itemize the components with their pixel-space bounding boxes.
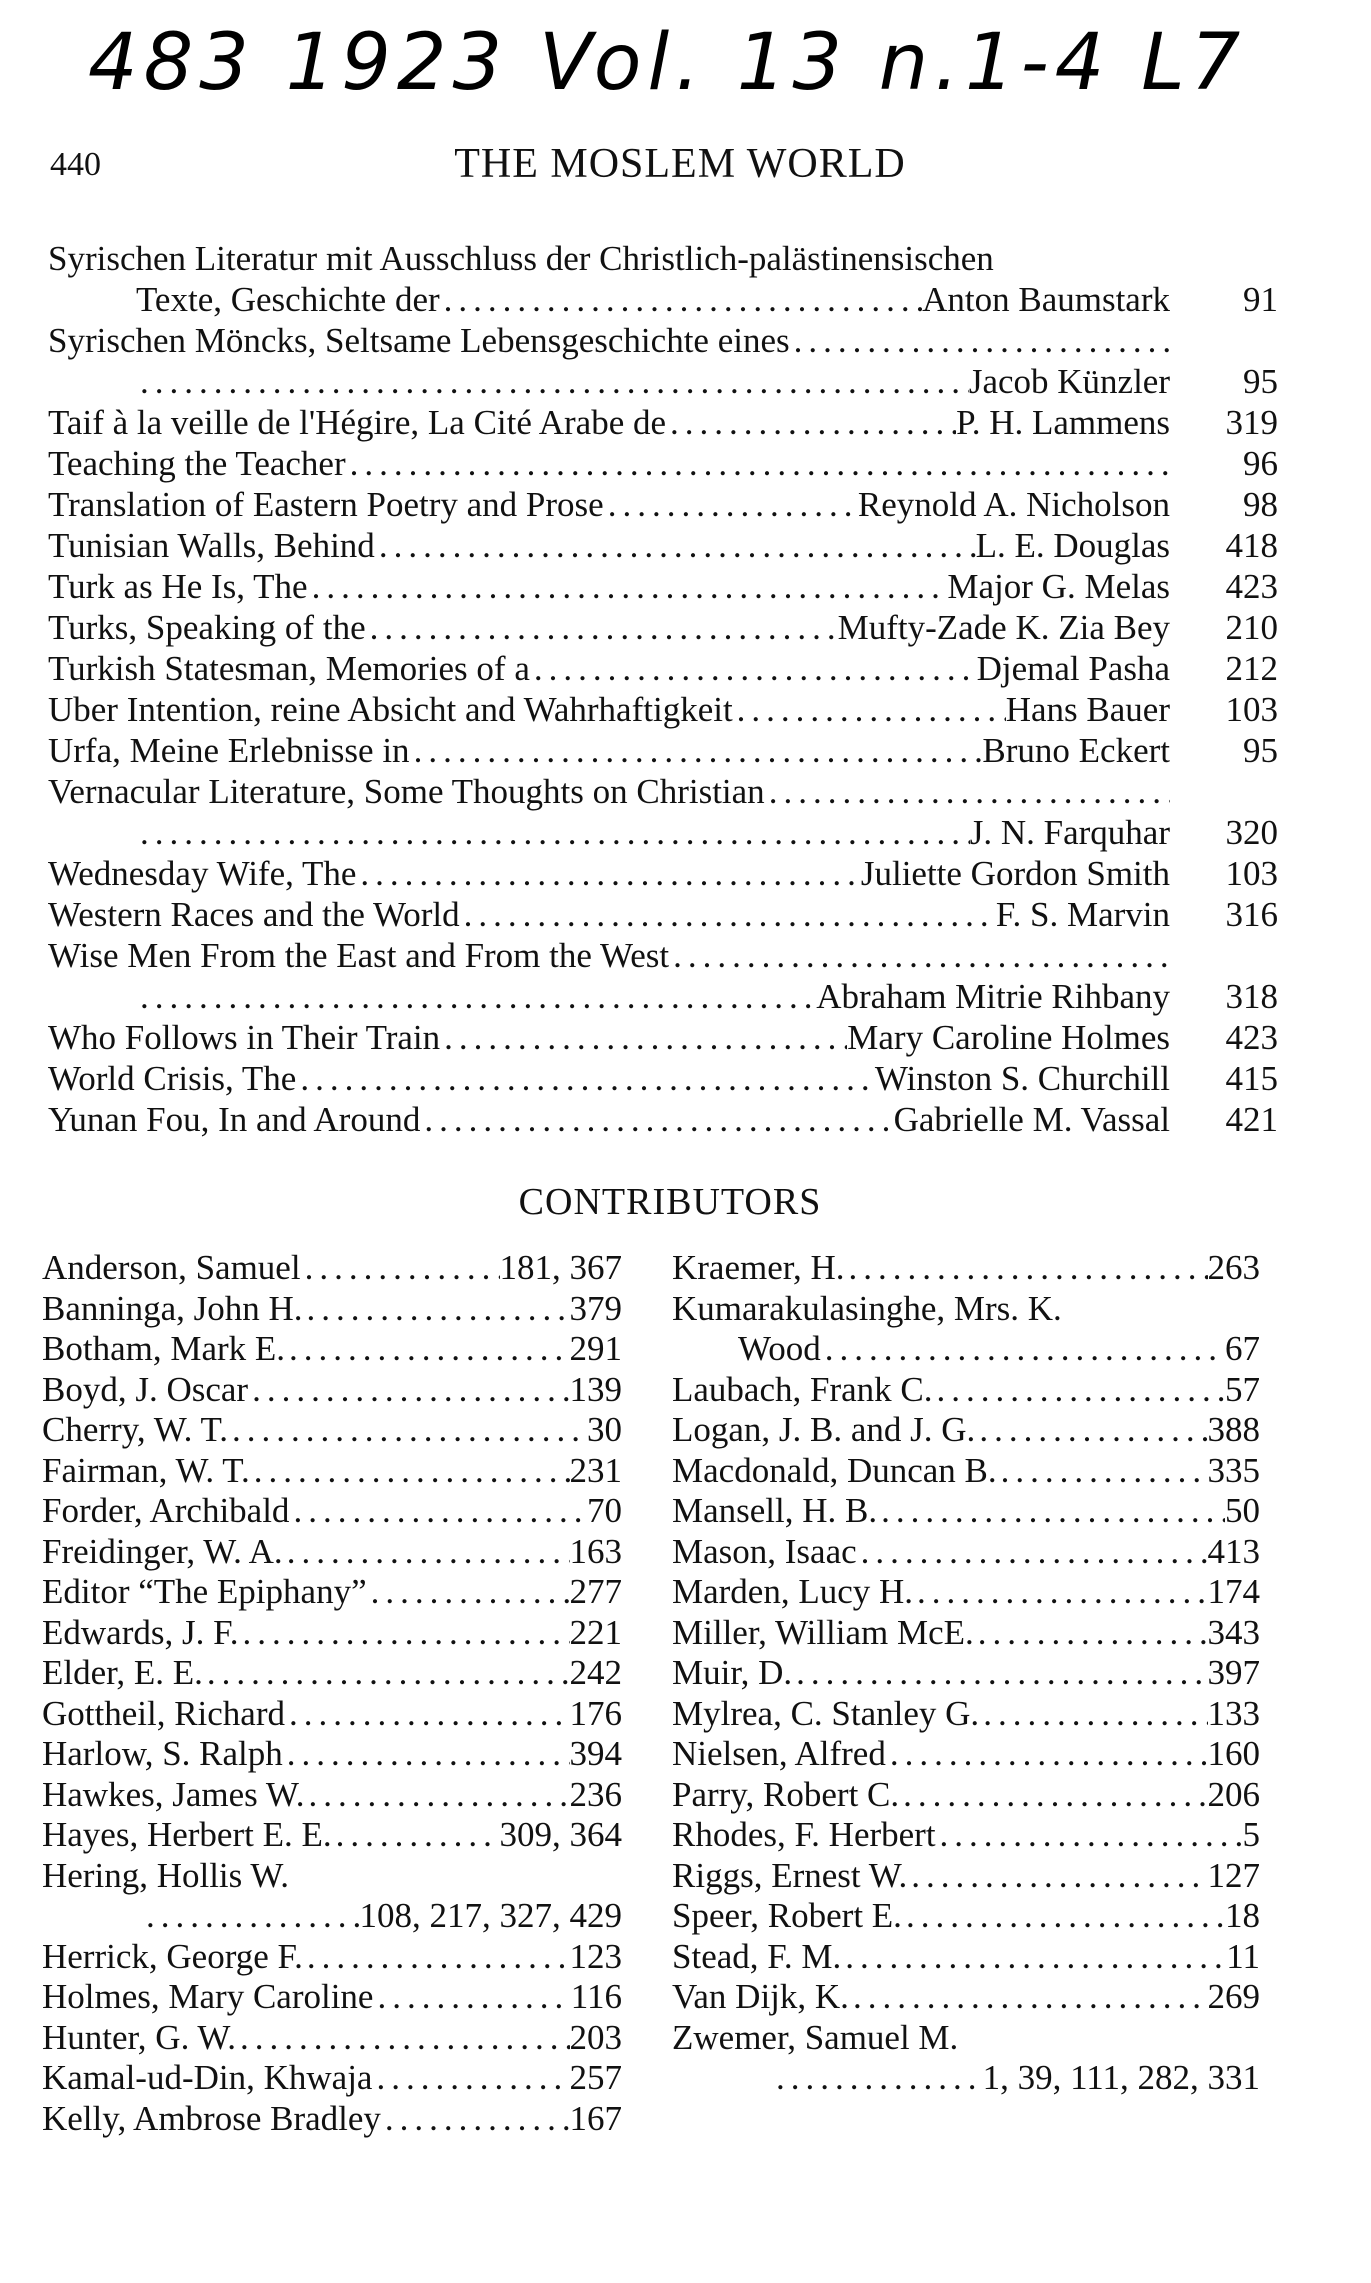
dot-leader bbox=[289, 1491, 587, 1532]
entry-title: Who Follows in Their Train bbox=[48, 1018, 441, 1057]
dot-leader bbox=[899, 1775, 1207, 1816]
entry-author: Bruno Eckert bbox=[982, 731, 1170, 770]
entry-title: Turk as He Is, The bbox=[48, 567, 308, 606]
title-entry bbox=[48, 238, 1278, 279]
contributor-name: Rhodes, F. Herbert bbox=[672, 1815, 936, 1854]
contributor-pages: 335 bbox=[1207, 1450, 1260, 1490]
dot-leader bbox=[913, 1572, 1207, 1613]
dot-leader bbox=[346, 443, 1170, 484]
contributor-name: Nielsen, Alfred bbox=[672, 1734, 886, 1773]
contributor-entry bbox=[672, 1694, 1260, 1735]
entry-author: Major G. Melas bbox=[947, 567, 1170, 606]
entry-page: 316 bbox=[1225, 895, 1278, 934]
entry-page: 319 bbox=[1225, 403, 1278, 442]
dot-leader bbox=[440, 1017, 847, 1058]
title-entry bbox=[48, 484, 1278, 525]
contributor-pages: 257 bbox=[569, 2058, 622, 2097]
contributor-name: Kelly, Ambrose Bradley bbox=[42, 2098, 381, 2138]
entry-author: F. S. Marvin bbox=[995, 895, 1170, 934]
contributor-pages: 242 bbox=[569, 1653, 622, 1692]
title-entry bbox=[48, 320, 1278, 361]
title-entry bbox=[48, 1099, 1278, 1140]
contributor-pages: 70 bbox=[587, 1491, 622, 1530]
contributor-entry bbox=[42, 2058, 622, 2099]
dot-leader bbox=[381, 2099, 570, 2140]
dot-leader bbox=[296, 1058, 875, 1099]
entry-title: Turks, Speaking of the bbox=[48, 608, 366, 647]
contributor-pages: 263 bbox=[1207, 1248, 1260, 1287]
title-entry-line bbox=[48, 976, 1170, 1017]
contributor-entry bbox=[42, 1491, 622, 1532]
contributor-name: Anderson, Samuel bbox=[42, 1248, 301, 1287]
title-entry bbox=[48, 771, 1278, 812]
entry-page: 91 bbox=[1243, 280, 1278, 319]
contributor-pages: 163 bbox=[569, 1531, 622, 1571]
entry-title: Wise Men From the East and From the West bbox=[48, 936, 670, 975]
entry-title: Vernacular Literature, Some Thoughts on Christian bbox=[48, 772, 765, 811]
entry-page: 421 bbox=[1225, 1100, 1278, 1139]
dot-leader bbox=[845, 1248, 1208, 1289]
handwritten-call-number: 483 1923 Vol. 13 n.1-4 L7 bbox=[88, 18, 1247, 108]
contributor-pages: 139 bbox=[569, 1369, 622, 1409]
entry-page: 96 bbox=[1243, 444, 1278, 483]
contributor-name: Forder, Archibald bbox=[42, 1491, 290, 1530]
contributor-pages: 167 bbox=[569, 2098, 622, 2138]
contributor-pages: 397 bbox=[1207, 1653, 1260, 1692]
contributor-name: Kumarakulasinghe, Mrs. K. bbox=[672, 1288, 1062, 1328]
contributor-entry bbox=[672, 1572, 1260, 1613]
contributor-pages: 388 bbox=[1207, 1410, 1260, 1449]
dot-leader bbox=[248, 1370, 569, 1411]
contributor-name: Cherry, W. T. bbox=[42, 1410, 229, 1449]
contributor-pages: 127 bbox=[1207, 1855, 1260, 1895]
entry-author: Hans Bauer bbox=[1005, 690, 1170, 729]
contributor-pages: 50 bbox=[1225, 1491, 1260, 1530]
dot-leader bbox=[790, 320, 1170, 361]
title-entry-line bbox=[48, 1099, 1170, 1140]
contributor-pages: 18 bbox=[1225, 1896, 1260, 1935]
entry-page: 423 bbox=[1225, 1018, 1278, 1057]
title-entry bbox=[48, 689, 1278, 730]
entry-title: Urfa, Meine Erlebnisse in bbox=[48, 731, 410, 770]
contributor-entry bbox=[42, 1329, 622, 1370]
contributor-name: Mylrea, C. Stanley G. bbox=[672, 1693, 980, 1733]
entry-author: Djemal Pasha bbox=[976, 649, 1170, 688]
title-entry bbox=[48, 443, 1278, 484]
dot-leader bbox=[975, 1410, 1207, 1451]
contributor-entry bbox=[672, 1613, 1260, 1654]
contributor-entry bbox=[672, 1775, 1260, 1816]
dot-leader bbox=[997, 1451, 1208, 1492]
contributor-entry bbox=[42, 2099, 622, 2140]
entry-author: Reynold A. Nicholson bbox=[857, 485, 1170, 524]
contributor-name: Riggs, Ernest W. bbox=[672, 1855, 908, 1895]
entry-author: Anton Baumstark bbox=[922, 280, 1170, 319]
dot-leader bbox=[530, 648, 977, 689]
contributors-right-column bbox=[672, 1248, 1260, 2099]
entry-title: Taif à la veille de l'Hégire, La Cité Arabe de bbox=[48, 403, 667, 442]
contributor-entry bbox=[42, 1451, 622, 1492]
title-entry bbox=[48, 566, 1278, 607]
entry-title: Syrischen Literatur mit Ausschluss der Christlich-palästinensischen bbox=[48, 239, 994, 278]
contributor-entry bbox=[42, 1896, 622, 1937]
contributor-name: Freidinger, W. A. bbox=[42, 1531, 283, 1571]
contributor-name: Boyd, J. Oscar bbox=[42, 1369, 249, 1409]
title-entry bbox=[48, 1058, 1278, 1099]
contributor-pages: 123 bbox=[569, 1936, 622, 1976]
contributor-name: Herrick, George F. bbox=[42, 1936, 303, 1976]
page-number: 440 bbox=[50, 146, 101, 183]
contributor-name: Edwards, J. F. bbox=[42, 1612, 239, 1652]
title-entry-line bbox=[48, 607, 1170, 648]
entry-page: 95 bbox=[1243, 731, 1278, 770]
contributor-entry bbox=[672, 2018, 1260, 2059]
dot-leader bbox=[460, 894, 996, 935]
contributor-name: Hunter, G. W. bbox=[42, 2017, 237, 2057]
contributor-entry bbox=[672, 1410, 1260, 1451]
contributor-name: Harlow, S. Ralph bbox=[42, 1734, 283, 1773]
contributor-pages: 203 bbox=[569, 2017, 622, 2057]
contributor-entry bbox=[672, 1289, 1260, 1330]
dot-leader bbox=[877, 1491, 1225, 1532]
contributor-pages: 160 bbox=[1207, 1734, 1260, 1773]
contributor-name: Mansell, H. B. bbox=[672, 1491, 878, 1530]
contributor-entry bbox=[42, 1370, 622, 1411]
contributor-entry bbox=[42, 1572, 622, 1613]
dot-leader bbox=[932, 1370, 1225, 1411]
contributor-pages: 116 bbox=[570, 1977, 622, 2016]
contributor-entry bbox=[672, 1734, 1260, 1775]
contributor-name: Gottheil, Richard bbox=[42, 1693, 286, 1733]
dot-leader bbox=[907, 1856, 1207, 1897]
contributor-pages: 231 bbox=[569, 1450, 622, 1490]
dot-leader bbox=[332, 1815, 500, 1856]
contributor-entry bbox=[672, 1977, 1260, 2018]
contributor-entry bbox=[672, 1532, 1260, 1573]
contributor-pages: 181, 367 bbox=[499, 1248, 622, 1287]
contributor-pages: 343 bbox=[1207, 1612, 1260, 1652]
dot-leader bbox=[239, 1613, 570, 1654]
contributor-name: Banninga, John H. bbox=[42, 1288, 303, 1328]
title-entry bbox=[48, 853, 1278, 894]
contributor-name: Kraemer, H. bbox=[672, 1248, 845, 1287]
entry-page: 210 bbox=[1225, 608, 1278, 647]
dot-leader bbox=[375, 525, 976, 566]
contributor-name: Stead, F. M. bbox=[672, 1936, 842, 1976]
contributors-heading: CONTRIBUTORS bbox=[518, 1181, 822, 1223]
contributor-entry bbox=[42, 1248, 622, 1289]
dot-leader bbox=[228, 1410, 587, 1451]
dot-leader bbox=[849, 1977, 1208, 2018]
contributor-pages: 413 bbox=[1207, 1531, 1260, 1571]
contributor-entry bbox=[42, 1289, 622, 1330]
title-entry-line bbox=[48, 689, 1170, 730]
contributor-name: Zwemer, Samuel M. bbox=[672, 2017, 959, 2057]
entry-page: 418 bbox=[1225, 526, 1278, 565]
contributor-pages: 5 bbox=[1242, 1815, 1260, 1854]
entry-title: Wednesday Wife, The bbox=[48, 854, 357, 893]
title-entry-line bbox=[48, 525, 1170, 566]
contributor-pages: 309, 364 bbox=[499, 1815, 622, 1854]
dot-leader bbox=[733, 689, 1006, 730]
title-entry-line bbox=[48, 279, 1170, 320]
title-entry bbox=[48, 648, 1278, 689]
contributor-pages: 277 bbox=[569, 1572, 622, 1611]
entry-title: Turkish Statesman, Memories of a bbox=[48, 649, 530, 688]
entry-author: J. N. Farquhar bbox=[969, 813, 1170, 852]
contributor-name: Miller, William McE. bbox=[672, 1612, 974, 1652]
contributor-pages: 206 bbox=[1207, 1774, 1260, 1814]
contributor-entry bbox=[42, 1977, 622, 2018]
contributor-pages: 236 bbox=[569, 1774, 622, 1814]
dot-leader bbox=[136, 361, 969, 402]
title-entry bbox=[48, 894, 1278, 935]
dot-leader bbox=[420, 1099, 893, 1140]
entry-title: Yunan Fou, In and Around bbox=[48, 1100, 421, 1139]
contributor-pages: 176 bbox=[569, 1693, 622, 1733]
contributor-pages: 221 bbox=[569, 1612, 622, 1652]
entry-title: Teaching the Teacher bbox=[48, 444, 346, 483]
contributor-name: Van Dijk, K. bbox=[672, 1977, 849, 2016]
dot-leader bbox=[666, 402, 956, 443]
title-entry bbox=[48, 607, 1278, 648]
dot-leader bbox=[283, 1734, 570, 1775]
contributor-name: Kamal-ud-Din, Khwaja bbox=[42, 2058, 373, 2097]
title-entry bbox=[48, 976, 1278, 1017]
entry-page: 415 bbox=[1225, 1059, 1278, 1098]
contributor-pages: 57 bbox=[1225, 1369, 1260, 1409]
title-entry bbox=[48, 812, 1278, 853]
contributor-pages: 1, 39, 111, 282, 331 bbox=[982, 2058, 1260, 2097]
contributor-name: Parry, Robert C. bbox=[672, 1774, 900, 1814]
contributor-entry bbox=[672, 1896, 1260, 1937]
contributor-name: Logan, J. B. and J. G. bbox=[672, 1410, 976, 1449]
contributor-name: Holmes, Mary Caroline bbox=[42, 1977, 374, 2016]
dot-leader bbox=[936, 1815, 1243, 1856]
title-index bbox=[48, 238, 1278, 1140]
contributor-name: Wood bbox=[738, 1329, 821, 1368]
entry-page: 103 bbox=[1225, 690, 1278, 729]
dot-leader bbox=[203, 1653, 570, 1694]
dot-leader bbox=[974, 1613, 1208, 1654]
dot-leader bbox=[142, 1896, 360, 1937]
contributor-pages: 379 bbox=[569, 1288, 622, 1328]
dot-leader bbox=[136, 812, 970, 853]
contributor-name: Speer, Robert E. bbox=[672, 1896, 902, 1935]
dot-leader bbox=[372, 2058, 569, 2099]
entry-author: Juliette Gordon Smith bbox=[860, 854, 1170, 893]
contributor-entry bbox=[672, 2058, 1260, 2099]
title-entry-line bbox=[48, 1058, 1170, 1099]
dot-leader bbox=[841, 1937, 1226, 1978]
contributor-pages: 30 bbox=[587, 1410, 622, 1449]
contributor-entry bbox=[42, 1410, 622, 1451]
entry-author: L. E. Douglas bbox=[975, 526, 1170, 565]
contributor-name: Hering, Hollis W. bbox=[42, 1855, 289, 1895]
entry-page: 95 bbox=[1243, 362, 1278, 401]
contributor-pages: 133 bbox=[1207, 1693, 1260, 1733]
title-entry bbox=[48, 730, 1278, 771]
entry-author: Mufty-Zade K. Zia Bey bbox=[837, 608, 1170, 647]
contributor-pages: 394 bbox=[569, 1734, 622, 1773]
contributor-name: Editor “The Epiphany” bbox=[42, 1572, 367, 1611]
dot-leader bbox=[669, 935, 1170, 976]
entry-page: 103 bbox=[1225, 854, 1278, 893]
contributor-name: Fairman, W. T. bbox=[42, 1450, 250, 1490]
title-entry bbox=[48, 279, 1278, 320]
contributor-name: Hawkes, James W. bbox=[42, 1774, 305, 1814]
dot-leader bbox=[857, 1532, 1208, 1573]
contributor-entry bbox=[42, 1694, 622, 1735]
title-entry-line bbox=[48, 484, 1170, 525]
contributor-name: Macdonald, Duncan B. bbox=[672, 1450, 997, 1490]
entry-author: Mary Caroline Holmes bbox=[847, 1018, 1170, 1057]
contributor-name: Marden, Lucy H. bbox=[672, 1572, 914, 1611]
title-entry-line bbox=[48, 361, 1170, 402]
contributor-entry bbox=[42, 1653, 622, 1694]
title-entry-line bbox=[48, 443, 1170, 484]
title-entry bbox=[48, 1017, 1278, 1058]
dot-leader bbox=[772, 2058, 983, 2099]
title-entry-line bbox=[48, 935, 1170, 976]
contributor-pages: 108, 217, 327, 429 bbox=[359, 1896, 622, 1935]
entry-page: 318 bbox=[1225, 977, 1278, 1016]
entry-title: World Crisis, The bbox=[48, 1059, 297, 1098]
title-entry-line bbox=[48, 648, 1170, 689]
title-entry-line bbox=[48, 402, 1170, 443]
contributor-entry bbox=[672, 1653, 1260, 1694]
title-entry-line bbox=[48, 894, 1170, 935]
contributor-name: Muir, D. bbox=[672, 1653, 793, 1692]
dot-leader bbox=[821, 1329, 1225, 1370]
contributor-entry bbox=[672, 1815, 1260, 1856]
contributor-name: Mason, Isaac bbox=[672, 1531, 857, 1571]
dot-leader bbox=[367, 1572, 570, 1613]
contributor-name: Laubach, Frank C. bbox=[672, 1369, 933, 1409]
contributor-name: Elder, E. E. bbox=[42, 1653, 203, 1692]
dot-leader bbox=[373, 1977, 570, 2018]
title-entry-line bbox=[48, 566, 1170, 607]
entry-author: Gabrielle M. Vassal bbox=[893, 1100, 1170, 1139]
contributor-entry bbox=[42, 1856, 622, 1897]
dot-leader bbox=[886, 1734, 1208, 1775]
title-entry-line bbox=[48, 771, 1170, 812]
contributor-pages: 11 bbox=[1226, 1936, 1260, 1976]
dot-leader bbox=[366, 607, 838, 648]
dot-leader bbox=[283, 1532, 570, 1573]
dot-leader bbox=[356, 853, 860, 894]
dot-leader bbox=[301, 1248, 500, 1289]
contributor-entry bbox=[42, 1815, 622, 1856]
contributors-left-column bbox=[42, 1248, 622, 2139]
dot-leader bbox=[285, 1694, 569, 1735]
entry-page: 212 bbox=[1225, 649, 1278, 688]
title-entry-line bbox=[48, 1017, 1170, 1058]
entry-author: P. H. Lammens bbox=[956, 403, 1170, 442]
title-entry-line bbox=[48, 853, 1170, 894]
contributor-entry bbox=[42, 1937, 622, 1978]
dot-leader bbox=[303, 1937, 570, 1978]
running-title: THE MOSLEM WORLD bbox=[454, 141, 906, 187]
title-entry-line bbox=[48, 730, 1170, 771]
contributor-entry bbox=[42, 1734, 622, 1775]
entry-title: Translation of Eastern Poetry and Prose bbox=[48, 485, 604, 524]
contributor-entry bbox=[672, 1937, 1260, 1978]
entry-page: 423 bbox=[1225, 567, 1278, 606]
contributor-entry bbox=[42, 1613, 622, 1654]
contributor-pages: 291 bbox=[569, 1329, 622, 1368]
entry-author: Abraham Mitrie Rihbany bbox=[816, 977, 1170, 1016]
entry-author: Winston S. Churchill bbox=[874, 1059, 1170, 1098]
title-entry bbox=[48, 525, 1278, 566]
dot-leader bbox=[440, 279, 922, 320]
dot-leader bbox=[285, 1329, 569, 1370]
entry-title: Western Races and the World bbox=[48, 895, 460, 934]
dot-leader bbox=[902, 1896, 1225, 1937]
dot-leader bbox=[303, 1289, 570, 1330]
dot-leader bbox=[604, 484, 858, 525]
title-entry-line bbox=[48, 238, 1170, 279]
title-entry-line bbox=[48, 320, 1170, 361]
entry-page: 98 bbox=[1243, 485, 1278, 524]
entry-title: Texte, Geschichte der bbox=[136, 280, 440, 319]
contributor-entry bbox=[672, 1248, 1260, 1289]
dot-leader bbox=[792, 1653, 1207, 1694]
contributor-entry bbox=[672, 1451, 1260, 1492]
title-entry bbox=[48, 402, 1278, 443]
contributor-pages: 67 bbox=[1225, 1329, 1260, 1368]
contributor-pages: 174 bbox=[1207, 1572, 1260, 1611]
contributor-entry bbox=[42, 1532, 622, 1573]
dot-leader bbox=[410, 730, 983, 771]
contributor-pages: 269 bbox=[1207, 1977, 1260, 2016]
dot-leader bbox=[979, 1694, 1207, 1735]
contributor-name: Hayes, Herbert E. E. bbox=[42, 1815, 332, 1854]
contributor-name: Botham, Mark E. bbox=[42, 1329, 286, 1368]
entry-title: Uber Intention, reine Absicht and Wahrhaftigkeit bbox=[48, 690, 733, 729]
title-entry-line bbox=[48, 812, 1170, 853]
dot-leader bbox=[136, 976, 816, 1017]
contributor-entry bbox=[672, 1329, 1260, 1370]
dot-leader bbox=[250, 1451, 570, 1492]
contributor-entry bbox=[672, 1370, 1260, 1411]
dot-leader bbox=[236, 2018, 569, 2059]
contributor-entry bbox=[672, 1491, 1260, 1532]
contributor-entry bbox=[672, 1856, 1260, 1897]
title-entry bbox=[48, 935, 1278, 976]
entry-title: Tunisian Walls, Behind bbox=[48, 526, 375, 565]
dot-leader bbox=[765, 771, 1170, 812]
dot-leader bbox=[308, 566, 948, 607]
entry-title: Syrischen Möncks, Seltsame Lebensgeschichte eines bbox=[48, 321, 790, 360]
entry-page: 320 bbox=[1225, 813, 1278, 852]
title-entry bbox=[48, 361, 1278, 402]
entry-author: Jacob Künzler bbox=[968, 362, 1170, 401]
dot-leader bbox=[304, 1775, 569, 1816]
contributor-entry bbox=[42, 2018, 622, 2059]
contributor-entry bbox=[42, 1775, 622, 1816]
